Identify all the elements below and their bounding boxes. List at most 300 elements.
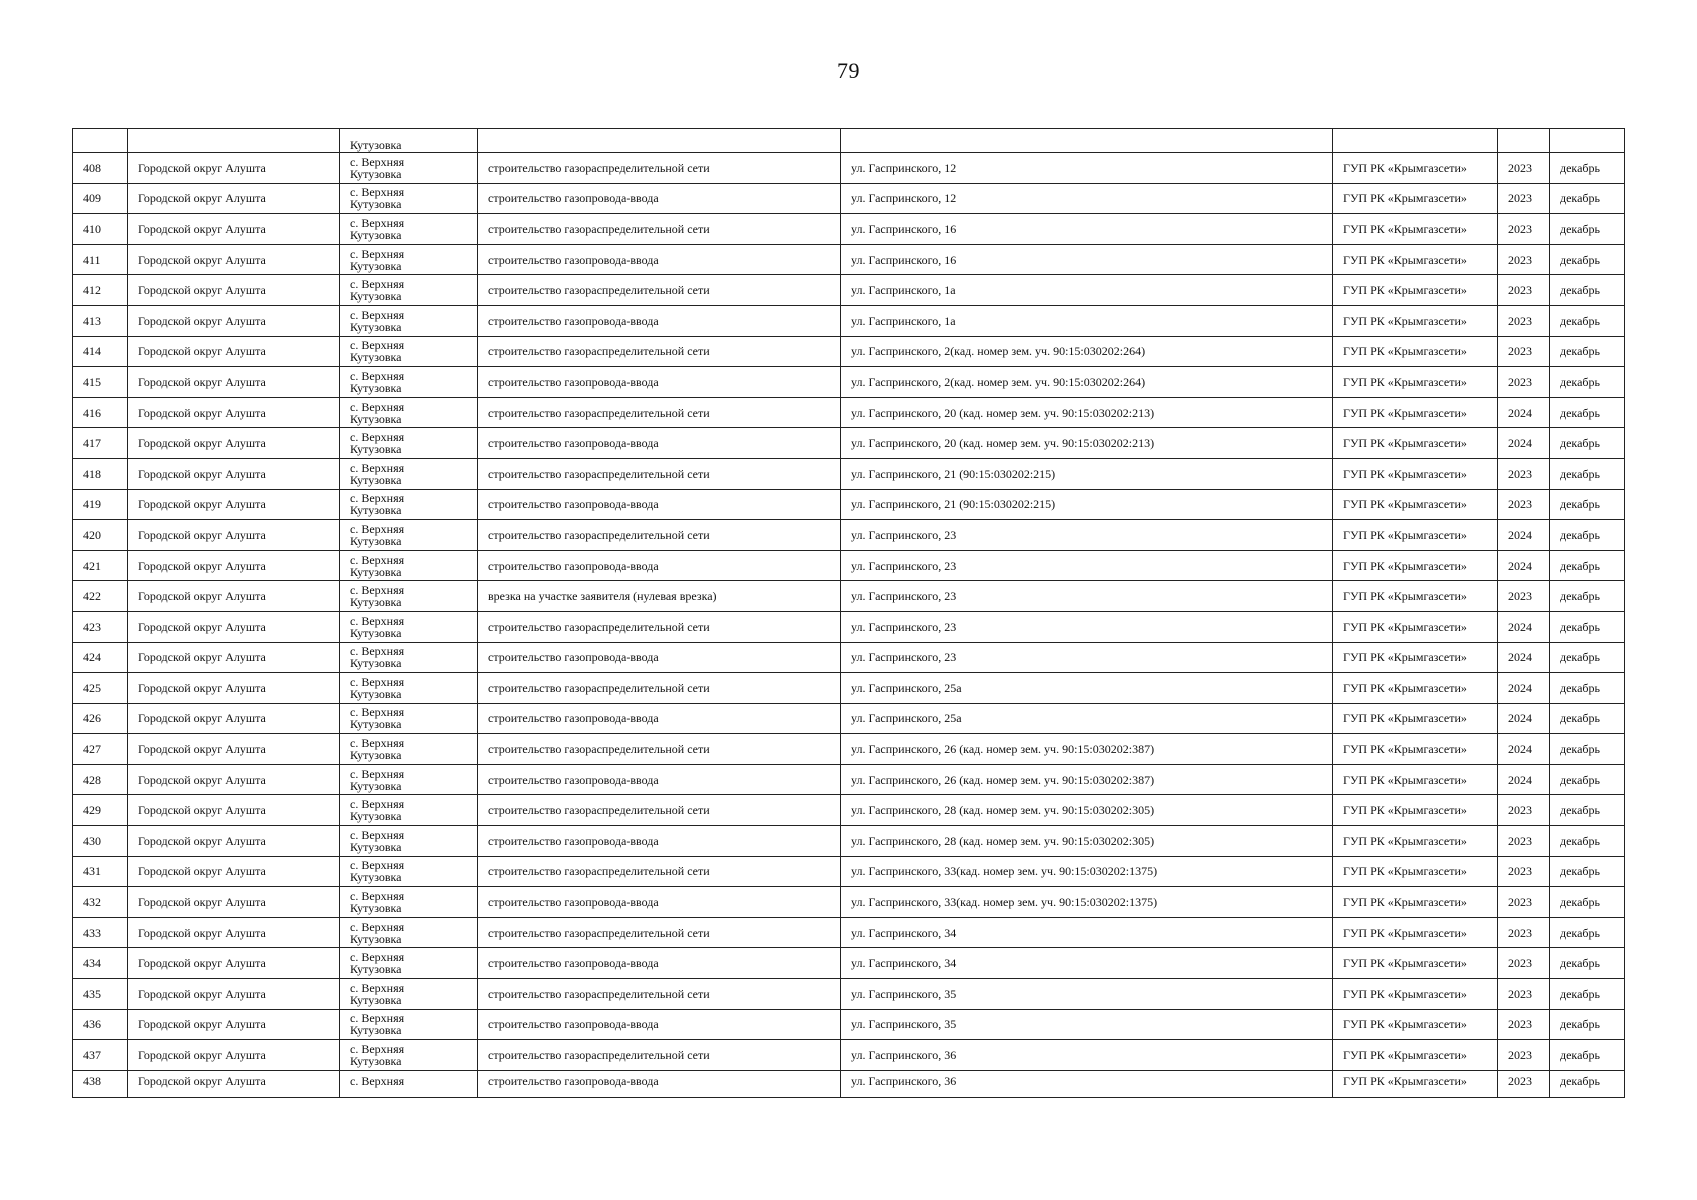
cell-locality [340,153,478,184]
cell-num: 427 [73,734,128,765]
locality-line-2: Кутузовка [350,962,402,977]
cell-locality [340,611,478,642]
cell-org: ГУП РК «Крымгазсети» [1333,550,1498,581]
cell-address: ул. Гаспринского, 16 [841,214,1333,245]
cell-district: Городской округ Алушта [128,1009,340,1040]
cell-month: декабрь [1550,489,1625,520]
cell-work: строительство газораспределительной сети [478,611,841,642]
locality-line-1: с. Верхняя [350,307,405,322]
locality-line-2: Кутузовка [350,901,402,916]
cell-district: Городской округ Алушта [128,183,340,214]
cell-work: строительство газораспределительной сети [478,458,841,489]
table-row [73,244,1625,275]
cell-address: ул. Гаспринского, 23 [841,611,1333,642]
cell-address: ул. Гаспринского, 33(кад. номер зем. уч. 90:15:030202:1375) [841,856,1333,887]
locality-line-2: Кутузовка [350,992,402,1007]
cell-address: ул. Гаспринского, 2(кад. номер зем. уч. 90:15:030202:264) [841,367,1333,398]
cell-address: ул. Гаспринского, 26 (кад. номер зем. уч. 90:15:030202:387) [841,734,1333,765]
cell-locality [340,458,478,489]
cell-num: 408 [73,153,128,184]
cell-num: 419 [73,489,128,520]
cell-org: ГУП РК «Крымгазсети» [1333,305,1498,336]
cell-month: декабрь [1550,1070,1625,1097]
cell-address: ул. Гаспринского, 16 [841,244,1333,275]
table-body [73,129,1625,1098]
cell-num: 434 [73,948,128,979]
cell-year: 2023 [1498,183,1550,214]
cell-address: ул. Гаспринского, 20 (кад. номер зем. уч. 90:15:030202:213) [841,428,1333,459]
locality-line-1: с. Верхняя [350,338,405,353]
cell-work: строительство газопровода-ввода [478,703,841,734]
cell-work [478,129,841,153]
locality-line-1: с. Верхняя [350,521,405,536]
cell-num: 436 [73,1009,128,1040]
table-row [73,520,1625,551]
locality-line-2: Кутузовка [350,533,402,548]
cell-year: 2024 [1498,673,1550,704]
locality-line-1: с. Верхняя [350,154,405,169]
locality-line-1: с. Верхняя [350,552,405,567]
cell-org: ГУП РК «Крымгазсети» [1333,428,1498,459]
cell-address: ул. Гаспринского, 35 [841,979,1333,1010]
cell-org: ГУП РК «Крымгазсети» [1333,764,1498,795]
cell-locality [340,979,478,1010]
locality-line-1: с. Верхняя [350,277,405,292]
cell-org: ГУП РК «Крымгазсети» [1333,336,1498,367]
cell-district: Городской округ Алушта [128,520,340,551]
cell-district: Городской округ Алушта [128,275,340,306]
cell-month: декабрь [1550,336,1625,367]
table-row [73,887,1625,918]
cell-month: декабрь [1550,764,1625,795]
cell-org: ГУП РК «Крымгазсети» [1333,642,1498,673]
cell-org: ГУП РК «Крымгазсети» [1333,581,1498,612]
table-row [73,336,1625,367]
cell-district: Городской округ Алушта [128,1040,340,1071]
table-row [73,1009,1625,1040]
cell-num: 422 [73,581,128,612]
cell-district: Городской округ Алушта [128,397,340,428]
cell-year: 2023 [1498,305,1550,336]
cell-district: Городской округ Алушта [128,642,340,673]
cell-org: ГУП РК «Крымгазсети» [1333,367,1498,398]
cell-district: Городской округ Алушта [128,826,340,857]
cell-locality [340,428,478,459]
cell-district: Городской округ Алушта [128,581,340,612]
cell-month: декабрь [1550,428,1625,459]
locality-line-2: Кутузовка [350,503,402,518]
cell-work: строительство газопровода-ввода [478,948,841,979]
cell-work: строительство газопровода-ввода [478,1009,841,1040]
cell-locality [340,367,478,398]
cell-year: 2023 [1498,489,1550,520]
cell-address: ул. Гаспринского, 35 [841,1009,1333,1040]
locality-line-1: с. Верхняя [350,1073,405,1088]
cell-work: строительство газопровода-ввода [478,826,841,857]
cell-month: декабрь [1550,153,1625,184]
cell-locality [340,948,478,979]
cell-year: 2024 [1498,550,1550,581]
cell-org: ГУП РК «Крымгазсети» [1333,520,1498,551]
cell-address: ул. Гаспринского, 34 [841,948,1333,979]
cell-locality [340,397,478,428]
cell-num: 414 [73,336,128,367]
locality-line-2: Кутузовка [350,227,402,242]
cell-year: 2024 [1498,734,1550,765]
locality-line-1: с. Верхняя [350,980,405,995]
locality-line-1: с. Верхняя [350,491,405,506]
cell-month: декабрь [1550,275,1625,306]
cell-org [1333,129,1498,153]
cell-month: декабрь [1550,1009,1625,1040]
table-row [73,642,1625,673]
cell-num: 426 [73,703,128,734]
locality-line-1: с. Верхняя [350,919,405,934]
cell-num: 435 [73,979,128,1010]
locality-line-2: Кутузовка [350,411,402,426]
cell-locality [340,826,478,857]
locality-line-1: с. Верхняя [350,1011,405,1026]
cell-district: Городской округ Алушта [128,336,340,367]
cell-locality [340,917,478,948]
cell-address: ул. Гаспринского, 28 (кад. номер зем. уч. 90:15:030202:305) [841,826,1333,857]
locality-line-2: Кутузовка [350,748,402,763]
table-row [73,856,1625,887]
cell-year: 2024 [1498,642,1550,673]
cell-month: декабрь [1550,795,1625,826]
cell-month: декабрь [1550,611,1625,642]
cell-num: 416 [73,397,128,428]
cell-work: строительство газопровода-ввода [478,244,841,275]
cell-num: 413 [73,305,128,336]
cell-address: ул. Гаспринского, 20 (кад. номер зем. уч. 90:15:030202:213) [841,397,1333,428]
cell-month: декабрь [1550,917,1625,948]
cell-work: строительство газораспределительной сети [478,336,841,367]
cell-num: 437 [73,1040,128,1071]
cell-month: декабрь [1550,734,1625,765]
cell-num: 433 [73,917,128,948]
cell-org: ГУП РК «Крымгазсети» [1333,673,1498,704]
cell-address: ул. Гаспринского, 36 [841,1070,1333,1097]
locality-line-2: Кутузовка [350,778,402,793]
cell-month: декабрь [1550,244,1625,275]
cell-org: ГУП РК «Крымгазсети» [1333,948,1498,979]
cell-year [1498,129,1550,153]
cell-work: строительство газораспределительной сети [478,1040,841,1071]
cell-locality [340,244,478,275]
cell-work: строительство газопровода-ввода [478,305,841,336]
cell-org: ГУП РК «Крымгазсети» [1333,795,1498,826]
cell-work: строительство газораспределительной сети [478,153,841,184]
cell-org: ГУП РК «Крымгазсети» [1333,611,1498,642]
cell-locality [340,581,478,612]
locality-line-2: Кутузовка [350,625,402,640]
cell-year: 2023 [1498,153,1550,184]
cell-month: декабрь [1550,305,1625,336]
cell-year: 2024 [1498,703,1550,734]
cell-month: декабрь [1550,826,1625,857]
locality-line-2: Кутузовка [350,717,402,732]
cell-month: декабрь [1550,1040,1625,1071]
cell-year: 2023 [1498,948,1550,979]
cell-org: ГУП РК «Крымгазсети» [1333,397,1498,428]
locality-line-1: с. Верхняя [350,827,405,842]
table-row [73,1070,1625,1097]
cell-address: ул. Гаспринского, 34 [841,917,1333,948]
cell-org: ГУП РК «Крымгазсети» [1333,703,1498,734]
cell-locality [340,703,478,734]
cell-district: Городской округ Алушта [128,244,340,275]
locality-line-2: Кутузовка [350,686,402,701]
cell-work: строительство газопровода-ввода [478,887,841,918]
locality-line-1: с. Верхняя [350,705,405,720]
locality-line-2: Кутузовка [350,319,402,334]
cell-org: ГУП РК «Крымгазсети» [1333,275,1498,306]
table-row [73,367,1625,398]
cell-district: Городской округ Алушта [128,153,340,184]
cell-district: Городской округ Алушта [128,367,340,398]
cell-district: Городской округ Алушта [128,1070,340,1097]
cell-work: строительство газораспределительной сети [478,917,841,948]
cell-year: 2023 [1498,917,1550,948]
cell-locality [340,795,478,826]
cell-month: декабрь [1550,887,1625,918]
locality-line-1: с. Верхняя [350,644,405,659]
table-row [73,826,1625,857]
table-row [73,581,1625,612]
cell-locality [340,550,478,581]
locality-line-2: Кутузовка [350,197,402,212]
table-row [73,153,1625,184]
cell-year: 2023 [1498,1070,1550,1097]
locality-line-2: Кутузовка [350,350,402,365]
cell-num: 438 [73,1070,128,1097]
cell-month: декабрь [1550,856,1625,887]
cell-month: декабрь [1550,520,1625,551]
cell-month: декабрь [1550,948,1625,979]
cell-month: декабрь [1550,367,1625,398]
cell-locality [340,734,478,765]
table-row [73,397,1625,428]
locality-line-2: Кутузовка [350,1054,402,1069]
locality-line-2: Кутузовка [350,1023,402,1038]
cell-num: 429 [73,795,128,826]
cell-num: 428 [73,764,128,795]
cell-year: 2023 [1498,458,1550,489]
cell-month: декабрь [1550,397,1625,428]
cell-address: ул. Гаспринского, 28 (кад. номер зем. уч. 90:15:030202:305) [841,795,1333,826]
table-row [73,734,1625,765]
locality-line-1: с. Верхняя [350,399,405,414]
locality-line-1: с. Верхняя [350,430,405,445]
cell-district: Городской округ Алушта [128,795,340,826]
table-row [73,764,1625,795]
cell-district [128,129,340,153]
cell-work: строительство газопровода-ввода [478,550,841,581]
locality-line-2: Кутузовка [350,809,402,824]
cell-year: 2024 [1498,611,1550,642]
cell-num: 418 [73,458,128,489]
cell-locality [340,887,478,918]
table-row [73,489,1625,520]
cell-district: Городской округ Алушта [128,856,340,887]
table-row [73,428,1625,459]
locality-line-1: с. Верхняя [350,766,405,781]
cell-month [1550,129,1625,153]
cell-num: 412 [73,275,128,306]
table-row [73,183,1625,214]
cell-num: 432 [73,887,128,918]
cell-work: строительство газораспределительной сети [478,795,841,826]
cell-district: Городской округ Алушта [128,887,340,918]
cell-num: 431 [73,856,128,887]
locality-line-2: Кутузовка [350,472,402,487]
locality-line-2: Кутузовка [350,595,402,610]
cell-work: строительство газораспределительной сети [478,520,841,551]
cell-locality [340,305,478,336]
cell-address: ул. Гаспринского, 12 [841,153,1333,184]
cell-address [841,129,1333,153]
cell-org: ГУП РК «Крымгазсети» [1333,917,1498,948]
cell-num: 420 [73,520,128,551]
cell-address: ул. Гаспринского, 23 [841,642,1333,673]
cell-year: 2024 [1498,397,1550,428]
cell-year: 2024 [1498,520,1550,551]
cell-locality [340,489,478,520]
cell-year: 2023 [1498,1009,1550,1040]
cell-district: Городской округ Алушта [128,948,340,979]
locality-line-1: с. Верхняя [350,246,405,261]
cell-locality [340,520,478,551]
locality-line-1: с. Верхняя [350,889,405,904]
cell-year: 2023 [1498,367,1550,398]
cell-address: ул. Гаспринского, 12 [841,183,1333,214]
cell-locality [340,856,478,887]
cell-work: строительство газопровода-ввода [478,489,841,520]
locality-line-1: с. Верхняя [350,583,405,598]
cell-num: 411 [73,244,128,275]
cell-address: ул. Гаспринского, 36 [841,1040,1333,1071]
cell-org: ГУП РК «Крымгазсети» [1333,1009,1498,1040]
locality-line-2: Кутузовка [350,839,402,854]
cell-year: 2023 [1498,795,1550,826]
cell-year: 2023 [1498,887,1550,918]
table-row [73,611,1625,642]
cell-org: ГУП РК «Крымгазсети» [1333,826,1498,857]
cell-org: ГУП РК «Крымгазсети» [1333,244,1498,275]
cell-org: ГУП РК «Крымгазсети» [1333,183,1498,214]
cell-district: Городской округ Алушта [128,734,340,765]
cell-district: Городской округ Алушта [128,214,340,245]
cell-month: декабрь [1550,458,1625,489]
cell-district: Городской округ Алушта [128,703,340,734]
cell-work: строительство газопровода-ввода [478,1070,841,1097]
cell-work: строительство газораспределительной сети [478,214,841,245]
cell-work: строительство газораспределительной сети [478,979,841,1010]
cell-locality [340,183,478,214]
locality-line-1: с. Верхняя [350,950,405,965]
table-row [73,673,1625,704]
cell-district: Городской округ Алушта [128,489,340,520]
cell-num [73,129,128,153]
cell-num: 415 [73,367,128,398]
cell-address: ул. Гаспринского, 23 [841,581,1333,612]
cell-address: ул. Гаспринского, 21 (90:15:030202:215) [841,489,1333,520]
cell-district: Городской округ Алушта [128,764,340,795]
cell-address: ул. Гаспринского, 21 (90:15:030202:215) [841,458,1333,489]
cell-address: ул. Гаспринского, 1а [841,275,1333,306]
cell-locality [340,764,478,795]
locality-line-1: с. Верхняя [350,215,405,230]
cell-num: 410 [73,214,128,245]
cell-num: 421 [73,550,128,581]
cell-org: ГУП РК «Крымгазсети» [1333,979,1498,1010]
locality-line-1: с. Верхняя [350,185,405,200]
cell-month: декабрь [1550,642,1625,673]
cell-locality [340,1040,478,1071]
cell-district: Городской округ Алушта [128,550,340,581]
cell-month: декабрь [1550,703,1625,734]
cell-work: врезка на участке заявителя (нулевая врезка) [478,581,841,612]
cell-district: Городской округ Алушта [128,611,340,642]
cell-work: строительство газопровода-ввода [478,367,841,398]
cell-address: ул. Гаспринского, 26 (кад. номер зем. уч. 90:15:030202:387) [841,764,1333,795]
locality-line-2: Кутузовка [350,870,402,885]
cell-locality: Кутузовка [340,129,478,153]
cell-district: Городской округ Алушта [128,917,340,948]
locality-line-1: с. Верхняя [350,858,405,873]
cell-locality [340,336,478,367]
cell-org: ГУП РК «Крымгазсети» [1333,458,1498,489]
table-row [73,305,1625,336]
locality-line-1: с. Верхняя [350,368,405,383]
locality-line-2: Кутузовка [350,380,402,395]
locality-line-1: с. Верхняя [350,460,405,475]
cell-work: строительство газопровода-ввода [478,764,841,795]
cell-org: ГУП РК «Крымгазсети» [1333,153,1498,184]
cell-year: 2024 [1498,428,1550,459]
cell-org: ГУП РК «Крымгазсети» [1333,1040,1498,1071]
table-row [73,703,1625,734]
cell-address: ул. Гаспринского, 1а [841,305,1333,336]
cell-work: строительство газопровода-ввода [478,183,841,214]
cell-work: строительство газораспределительной сети [478,734,841,765]
cell-num: 417 [73,428,128,459]
cell-locality [340,1070,478,1097]
cell-year: 2023 [1498,336,1550,367]
locality-line-1: с. Верхняя [350,797,405,812]
table-row [73,550,1625,581]
locality-line-2: Кутузовка [350,258,402,273]
cell-org: ГУП РК «Крымгазсети» [1333,1070,1498,1097]
cell-month: декабрь [1550,673,1625,704]
cell-org: ГУП РК «Крымгазсети» [1333,856,1498,887]
cell-month: декабрь [1550,183,1625,214]
cell-locality [340,214,478,245]
cell-work: строительство газопровода-ввода [478,428,841,459]
cell-num: 409 [73,183,128,214]
cell-month: декабрь [1550,214,1625,245]
cell-year: 2023 [1498,979,1550,1010]
cell-locality [340,673,478,704]
cell-year: 2024 [1498,764,1550,795]
cell-district: Городской округ Алушта [128,458,340,489]
cell-year: 2023 [1498,244,1550,275]
cell-locality [340,275,478,306]
locality-line-2: Кутузовка [350,931,402,946]
table-row [73,458,1625,489]
locality-line-2: Кутузовка [350,166,402,181]
